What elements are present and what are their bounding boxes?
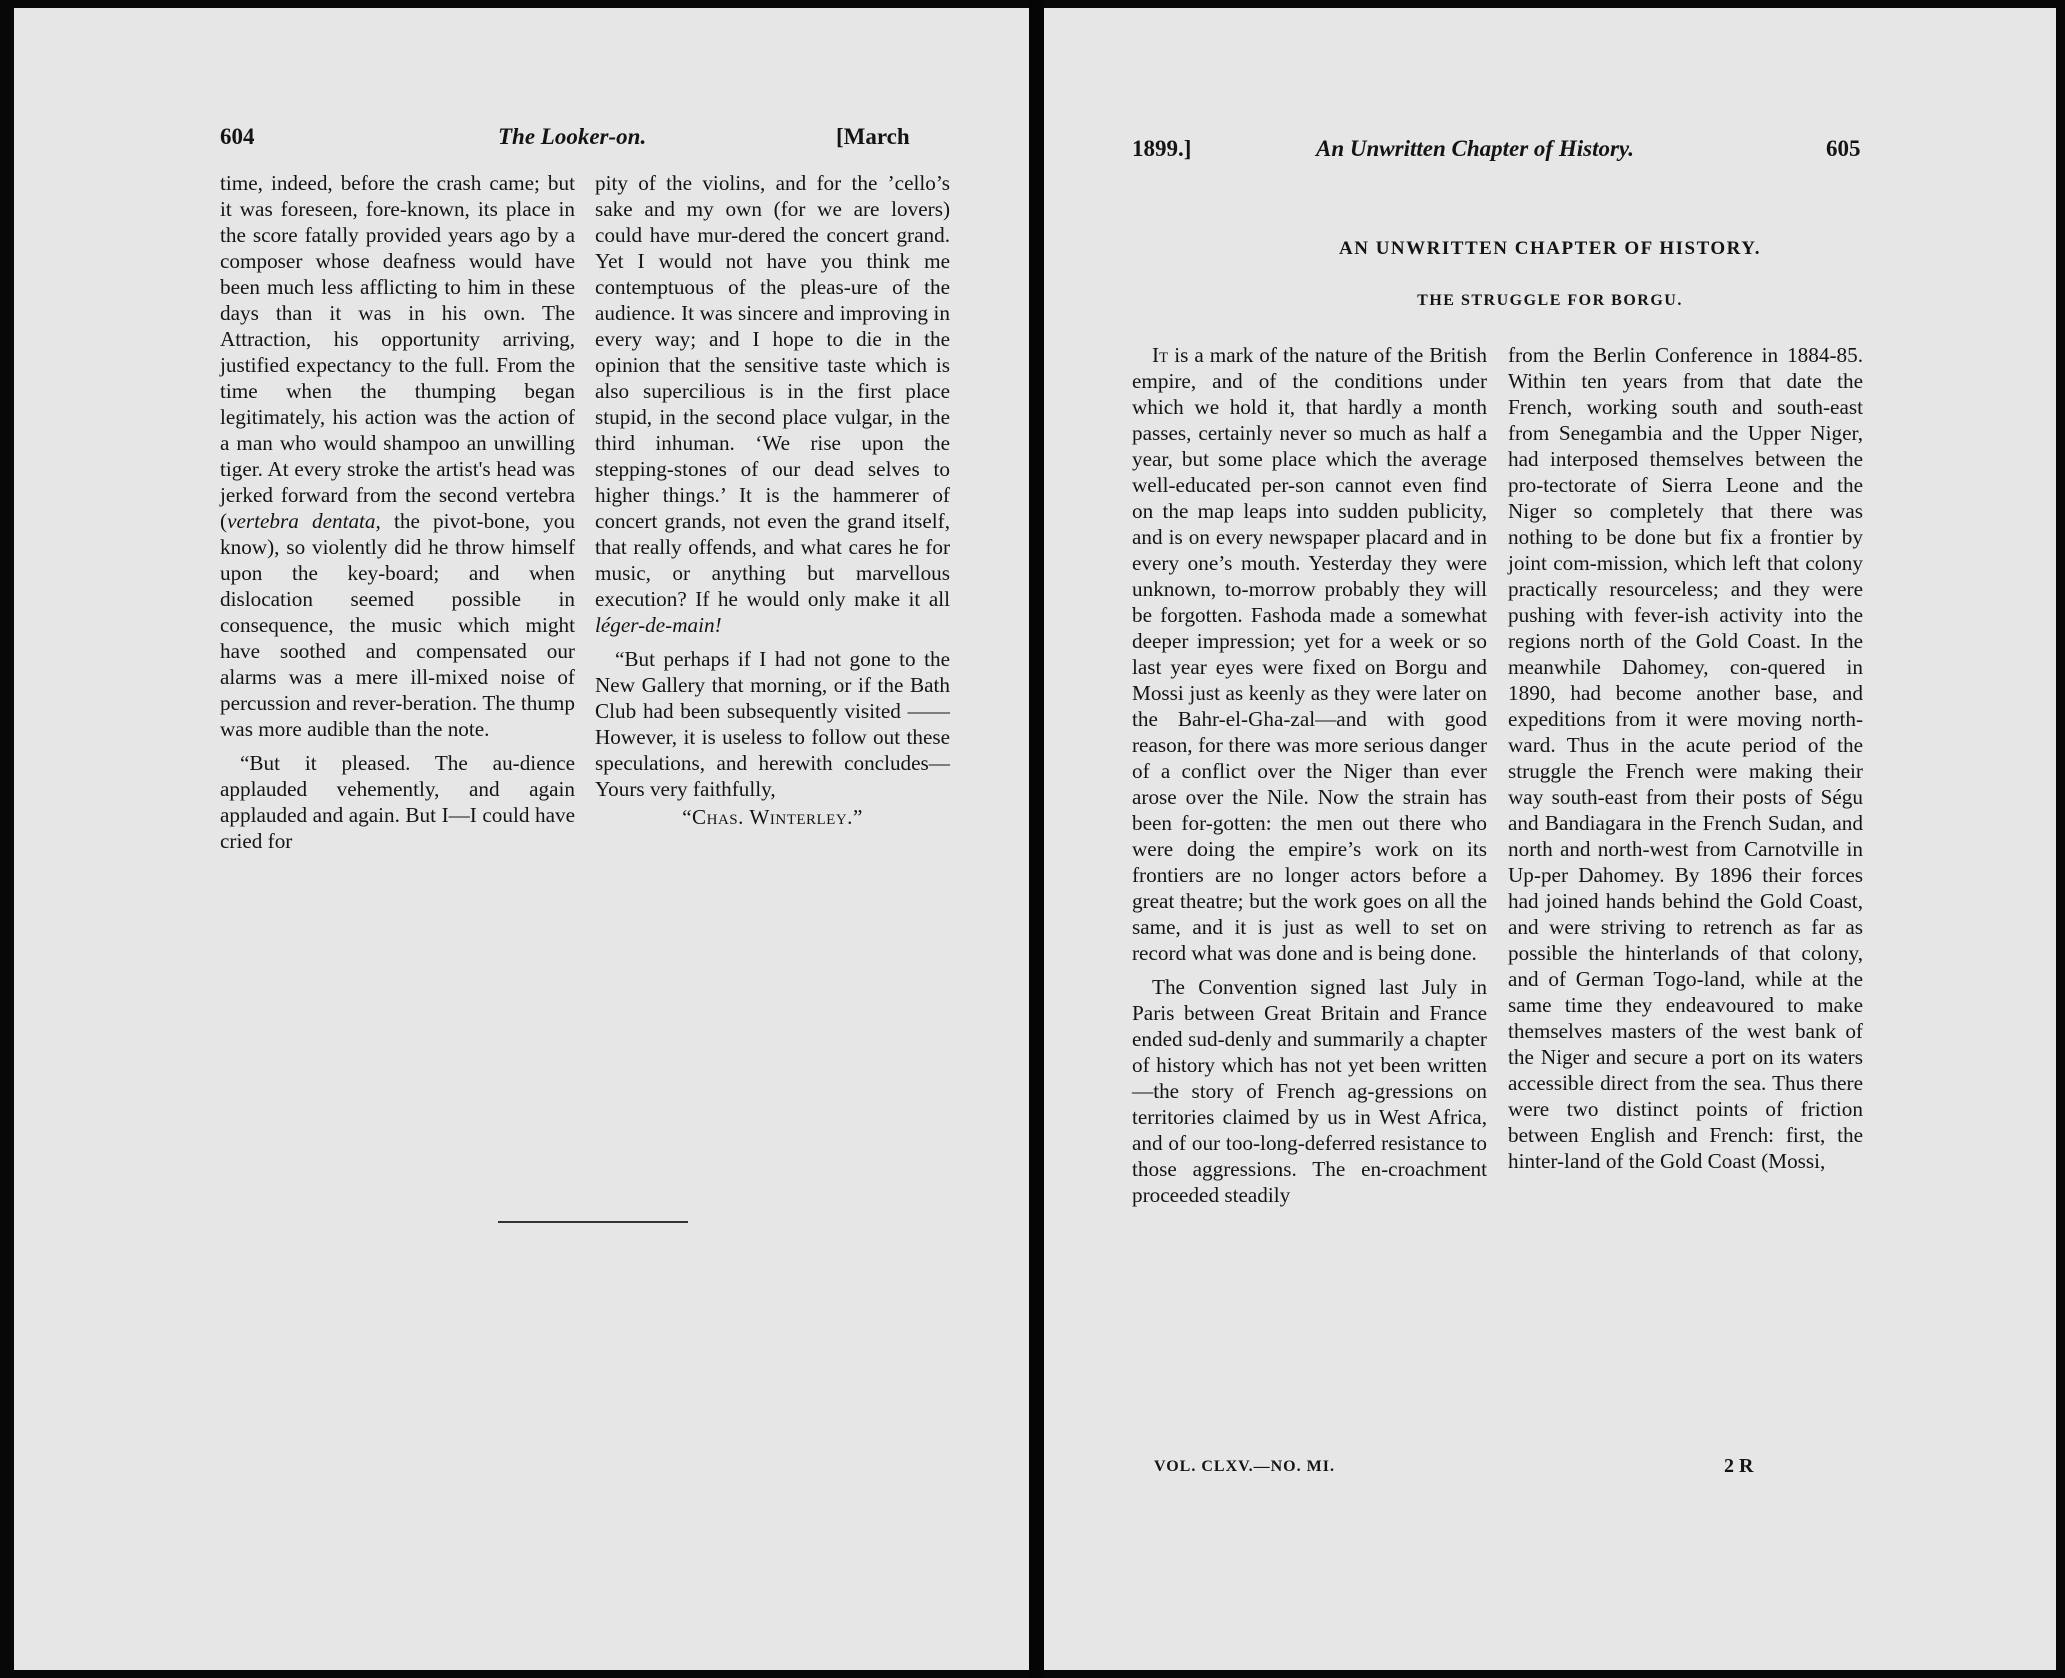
left-running-date: [March [836, 124, 910, 149]
left-page [14, 8, 1029, 1670]
signature: “Chas. Winterley.” [682, 805, 863, 829]
paragraph: The Convention signed last July in Paris between Great Britain and France ended sud-denly and summarily a chapter of history which has not yet been written—the story of French ag-gressions on territories claimed by us in West Africa, and of our too-long-deferred resistance to those aggressions. The en-croachment proceeded steadily [1132, 975, 1487, 1207]
paragraph: It is a mark of the nature of the British empire, and of the conditions under which we hold it, that hardly a month passes, certainly never so much as half a year, but some place which the average well-educated per-son cannot even find on the map leaps into sudden publicity, and is on every newspaper placard and in every one’s mouth. Yesterday they were unknown, to-morrow probably they will be forgotten. Fashoda made a somewhat deeper impression; yet for a week or so last year eyes were fixed on Borgu and Mossi just as keenly as they were later on the Bahr-el-Gha-zal—and with good reason, for there was more serious danger of a conflict over the Niger than ever arose over the Nile. Now the strain has been for-gotten: the men out there who were doing the empire’s work on its frontiers are no longer actors before a great theatre; but the work goes on all the same, and it is just as well to set on record what was done and is being done. [1132, 343, 1487, 965]
left-running-title: The Looker-on. [498, 124, 647, 149]
left-column-1 [220, 170, 575, 854]
right-running-title: An Unwritten Chapter of History. [1316, 136, 1635, 161]
paragraph: time, indeed, before the crash came; but it was foreseen, fore-known, its place in the score fatally provided years ago by a composer whose deafness would have been much less afflicting to him in these days than it was in his own. The Attraction, his opportunity arriving, justified expectancy to the full. From the time when the thumping began legitimately, his action was the action of a man who would shampoo an unwilling tiger. At every stroke the artist's head was jerked forward from the second vertebra (vertebra dentata, the pivot-bone, you know), so violently did he throw himself upon the key-board; and when dislocation seemed possible in consequence, the music which might have soothed and compensated our alarms was a mere ill-mixed noise of percussion and rever-beration. The thump was more audible than the note. [220, 171, 575, 741]
volume-signature: VOL. CLXV.—NO. MI. [1154, 1458, 1335, 1475]
paragraph: from the Berlin Conference in 1884-85. Within ten years from that date the French, working south and south-east from Senegambia and the Upper Niger, had interposed themselves between the pro-tectorate of Sierra Leone and the Niger so completely that there was nothing to be done but fix a frontier by joint com-mission, which left that colony practically resourceless; and they were pushing with fever-ish activity into the regions north of the Gold Coast. In the meanwhile Dahomey, con-quered in 1890, had become another base, and expeditions from it were moving north-ward. Thus in the acute period of the struggle the French were making their way south-east from their posts of Ségu and Bandiagara in the French Sudan, and north and north-west from Carnotville in Up-per Dahomey. By 1896 their forces had joined hands behind the Gold Coast, and were striving to retrench as far as possible the hinterlands of that colony, and of German Togo-land, while at the same time they endeavoured to make themselves masters of the west bank of the Niger and secure a port on its waters accessible direct from the sea. Thus there were two distinct points of friction between English and French: first, the hinter-land of the Gold Coast (Mossi, [1508, 343, 1863, 1173]
paragraph: “But perhaps if I had not gone to the New Gallery that morning, or if the Bath Club had been subsequently visited —— However, it is useless to follow out these speculations, and herewith concludes—Yours very faithfully, [595, 647, 950, 801]
right-running-head [1044, 136, 2056, 166]
paragraph: “But it pleased. The au-dience applauded vehemently, and again applauded and again. But I—I could have cried for [220, 751, 575, 853]
right-running-date: 1899.] [1132, 136, 1192, 161]
left-page-number: 604 [220, 124, 255, 149]
left-running-head [14, 124, 1029, 154]
right-page [1044, 8, 2056, 1670]
right-column-1 [1132, 342, 1487, 1208]
right-column-2 [1508, 342, 1863, 1174]
paragraph: pity of the violins, and for the ’cello’s sake and my own (for we are lovers) could have mur-dered the concert grand. Yet I would not have you think me contemptuous of the pleas-ure of the audience. It was sincere and improving in every way; and I hope to die in the opinion that the sensitive taste which is also supercilious is in the first place stupid, in the second place vulgar, in the third inhuman. ‘We rise upon the stepping-stones of our dead selves to higher things.’ It is the hammerer of concert grands, not even the grand itself, that really offends, and what cares he for music, or anything but marvellous execution? If he would only make it all léger-de-main! [595, 171, 950, 637]
end-rule [498, 1221, 688, 1223]
article-subtitle: THE STRUGGLE FOR BORGU. [1417, 292, 1683, 309]
article-title: AN UNWRITTEN CHAPTER OF HISTORY. [1339, 238, 1761, 259]
left-column-2 [595, 170, 950, 830]
right-page-number: 605 [1826, 136, 1861, 161]
book-gutter [1029, 0, 1044, 1678]
gathering-mark: 2 R [1724, 1455, 1754, 1477]
